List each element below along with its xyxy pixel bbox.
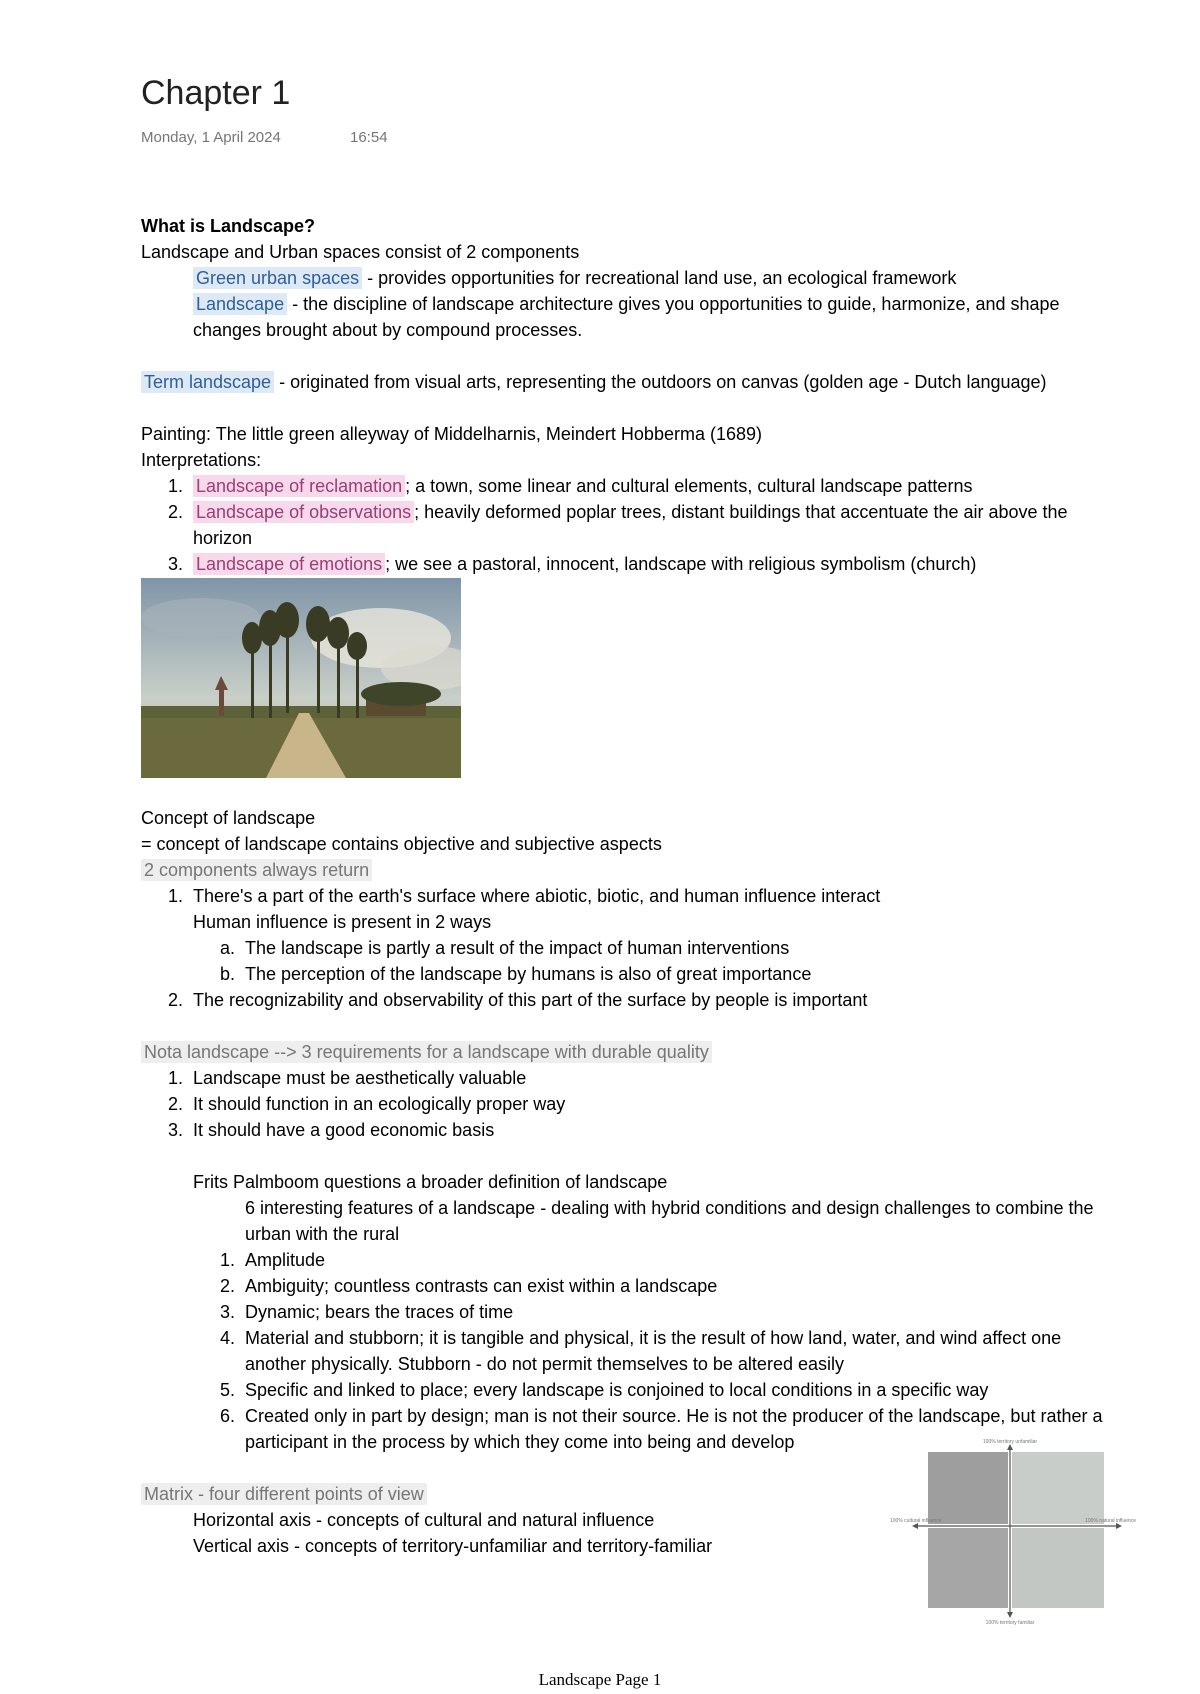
landscape-term: Landscape <box>193 293 287 315</box>
green-urban-def: - provides opportunities for recreational land use, an ecological framework <box>362 268 957 288</box>
page-title: Chapter 1 <box>141 74 291 112</box>
matrix-left-label: 100% cultural influence <box>890 1518 942 1524</box>
feature-item: 2. Ambiguity; countless contrasts can exist within a landscape <box>219 1276 718 1296</box>
feature-item: 3. Dynamic; bears the traces of time <box>219 1302 514 1322</box>
heading-what-is-landscape: What is Landscape? <box>141 216 316 236</box>
concept-def: = concept of landscape contains objective and subjective aspects <box>141 834 662 854</box>
interpretation-term: Landscape of observations <box>193 501 414 523</box>
interpretations-label: Interpretations: <box>141 450 262 470</box>
features-intro: 6 interesting features of a landscape - dealing with hybrid conditions and design challenges to combine the <box>245 1198 1094 1218</box>
matrix-top-label: 100% territory unfamiliar <box>982 1439 1038 1445</box>
concept-item: 1. There's a part of the earth's surface where abiotic, biotic, and human influence interact <box>167 886 881 906</box>
interpretation-cont: horizon <box>193 528 253 548</box>
requirement-item: 1. Landscape must be aesthetically valuable <box>167 1068 527 1088</box>
interpretation-term: Landscape of emotions <box>193 553 385 575</box>
term-landscape-def: - originated from visual arts, representing the outdoors on canvas (golden age - Dutch language) <box>274 372 1047 392</box>
intro-line: Landscape and Urban spaces consist of 2 components <box>141 242 580 262</box>
page-time: 16:54 <box>350 129 388 146</box>
components-label-line <box>141 858 372 882</box>
vertical-axis-line: Vertical axis - concepts of territory-unfamiliar and territory-familiar <box>193 1536 713 1556</box>
green-urban-term: Green urban spaces <box>193 267 362 289</box>
concept-subitem: a. The landscape is partly a result of the impact of human interventions <box>219 938 790 958</box>
painting-image <box>141 578 461 778</box>
landscape-line <box>193 292 1060 316</box>
feature-item: 5. Specific and linked to place; every landscape is conjoined to local conditions in a specific way <box>219 1380 989 1400</box>
landscape-def-cont: changes brought about by compound processes. <box>193 320 583 340</box>
requirement-item: 3. It should have a good economic basis <box>167 1120 495 1140</box>
features-intro-cont: urban with the rural <box>245 1224 400 1244</box>
interpretation-item: 1. Landscape of reclamation ; a town, some linear and cultural elements, cultural landscape patterns <box>167 476 973 496</box>
interpretation-item: 3. Landscape of emotions ; we see a pastoral, innocent, landscape with religious symbolism (church) <box>167 554 977 574</box>
page-footer: Landscape Page 1 <box>538 1670 662 1689</box>
matrix-label-line <box>141 1482 427 1506</box>
nota-label: Nota landscape --> 3 requirements for a landscape with durable quality <box>141 1041 712 1063</box>
components-label: 2 components always return <box>141 859 372 881</box>
term-landscape-label: Term landscape <box>141 371 274 393</box>
nota-label-line <box>141 1040 712 1064</box>
feature-item-cont: another physically. Stubborn - do not permit themselves to be altered easily <box>245 1354 844 1374</box>
horizontal-axis-line: Horizontal axis - concepts of cultural and natural influence <box>193 1510 655 1530</box>
interpretation-term: Landscape of reclamation <box>193 475 405 497</box>
requirement-item: 2. It should function in an ecologically proper way <box>167 1094 566 1114</box>
feature-item: 1. Amplitude <box>219 1250 326 1270</box>
matrix-diagram-image <box>888 1436 1138 1626</box>
green-urban-line <box>193 266 956 290</box>
matrix-right-label: 100% natural influence <box>1085 1518 1136 1524</box>
concept-item: 2. The recognizability and observability of this part of the surface by people is important <box>167 990 868 1010</box>
concept-subitem: b. The perception of the landscape by humans is also of great importance <box>219 964 812 984</box>
page-date: Monday, 1 April 2024 <box>141 129 281 146</box>
feature-item-cont: participant in the process by which they come into being and develop <box>245 1432 795 1452</box>
concept-item-sub: Human influence is present in 2 ways <box>193 912 492 932</box>
concept-heading: Concept of landscape <box>141 808 316 828</box>
matrix-bottom-label: 100% territory familiar <box>985 1620 1035 1626</box>
term-landscape-line <box>141 370 1047 394</box>
landscape-def: - the discipline of landscape architecture gives you opportunities to guide, harmonize, and shape <box>287 294 1060 314</box>
feature-item: 6. Created only in part by design; man is not their source. He is not the producer of the landscape, but rather a <box>219 1406 1103 1426</box>
interpretation-item: 2. Landscape of observations ; heavily deformed poplar trees, distant buildings that accentuate the air above the <box>167 502 1068 522</box>
matrix-label: Matrix - four different points of view <box>141 1483 427 1505</box>
painting-line: Painting: The little green alleyway of Middelharnis, Meindert Hobberma (1689) <box>141 424 762 444</box>
feature-item: 4. Material and stubborn; it is tangible and physical, it is the result of how land, water, and wind affect one <box>219 1328 1062 1348</box>
frits-line: Frits Palmboom questions a broader definition of landscape <box>193 1172 668 1192</box>
